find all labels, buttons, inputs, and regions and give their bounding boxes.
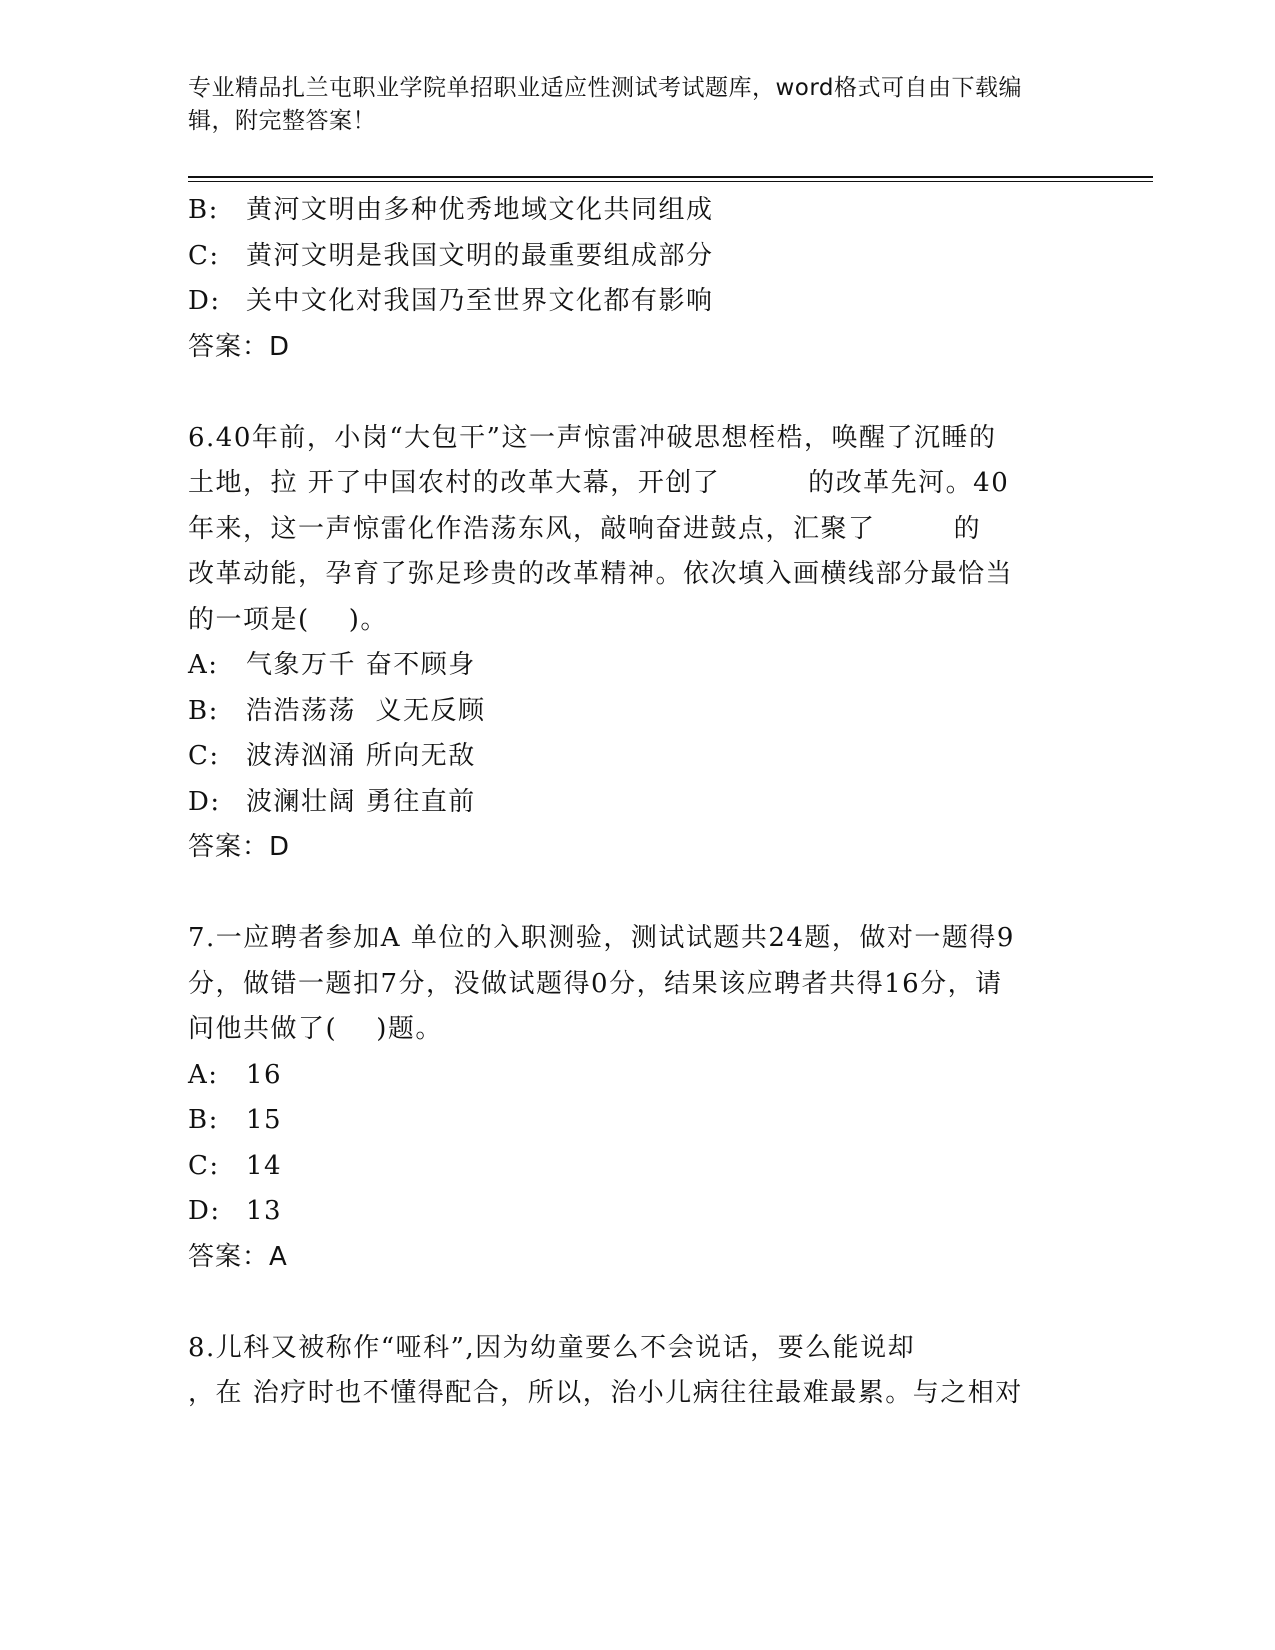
option-label: D:	[188, 286, 221, 316]
question-6	[188, 416, 1088, 871]
page-header	[188, 72, 1078, 138]
option-text: 波澜壮阔 勇往直前	[246, 786, 476, 817]
option-text: 15	[246, 1105, 283, 1135]
option-label: A:	[188, 1059, 219, 1090]
option-label: A:	[188, 650, 219, 680]
question-text-line: 分，做错一题扣7分，没做试题得0分，结果该应聘者共得16分，请	[188, 968, 1003, 999]
option-text: 黄河文明是我国文明的最重要组成部分	[246, 240, 714, 271]
option-row	[188, 689, 1088, 735]
answer-line: 答案：D	[188, 832, 291, 862]
option-label: B:	[188, 1105, 219, 1135]
option-row	[188, 234, 1088, 280]
option-text: 黄河文明由多种优秀地域文化共同组成	[246, 195, 714, 225]
question-7	[188, 916, 1088, 1280]
answer-line: 答案：D	[188, 331, 291, 362]
option-text: 16	[246, 1059, 283, 1090]
question-text-line: ，在 治疗时也不懂得配合，所以，治小儿病往往最难最累。与之相对	[188, 1378, 1023, 1408]
header-rule-thick	[188, 176, 1153, 178]
option-label: D:	[188, 786, 221, 817]
spacer	[188, 370, 1088, 416]
header-rule-thin	[188, 181, 1153, 182]
option-row	[188, 643, 1088, 689]
option-row	[188, 734, 1088, 780]
option-text: 浩浩荡荡 义无反顾	[246, 695, 486, 726]
option-label: B:	[188, 195, 219, 225]
question-text-line: 7.一应聘者参加A 单位的入职测验，测试试题共24题，做对一题得9	[188, 923, 1015, 953]
answer-line: 答案：A	[188, 1241, 288, 1272]
header-line-1: 专业精品扎兰屯职业学院单招职业适应性测试考试题库，word格式可自由下载编	[188, 75, 1023, 101]
question-text-line: 问他共做了( )题。	[188, 1014, 443, 1044]
option-label: C:	[188, 1150, 220, 1181]
question-text-line: 土地，拉 开了中国农村的改革大幕，开创了 的改革先河。40	[188, 468, 1010, 498]
option-row	[188, 1144, 1088, 1190]
question-text-line: 6.40年前，小岗“大包干”这一声惊雷冲破思想桎梏，唤醒了沉睡的	[188, 422, 997, 453]
question-content	[188, 188, 1088, 1417]
question-5	[188, 188, 1088, 370]
question-8	[188, 1326, 1088, 1417]
question-text-line: 年来，这一声惊雷化作浩荡东风，敲响奋进鼓点，汇聚了 的	[188, 513, 982, 544]
header-line-2: 辑，附完整答案！	[188, 108, 376, 134]
option-label: B:	[188, 695, 219, 726]
option-row	[188, 1053, 1088, 1099]
option-text: 气象万千 奋不顾身	[246, 650, 476, 680]
option-label: D:	[188, 1196, 221, 1226]
option-row	[188, 279, 1088, 325]
option-text: 波涛汹涌 所向无敌	[246, 741, 476, 771]
spacer	[188, 1280, 1088, 1326]
question-text-line: 改革动能，孕育了弥足珍贵的改革精神。依次填入画横线部分最恰当	[188, 559, 1014, 589]
spacer	[188, 871, 1088, 917]
option-row	[188, 188, 1088, 234]
option-text: 14	[246, 1150, 283, 1181]
question-text-line: 的一项是( )。	[188, 604, 388, 635]
option-label: C:	[188, 240, 220, 271]
option-text: 13	[246, 1196, 283, 1226]
option-row	[188, 780, 1088, 826]
option-label: C:	[188, 741, 220, 771]
option-row	[188, 1098, 1088, 1144]
option-row	[188, 1189, 1088, 1235]
question-text-line: 8.儿科又被称作“哑科”,因为幼童要么不会说话，要么能说却	[188, 1332, 916, 1363]
option-text: 关中文化对我国乃至世界文化都有影响	[246, 286, 714, 316]
